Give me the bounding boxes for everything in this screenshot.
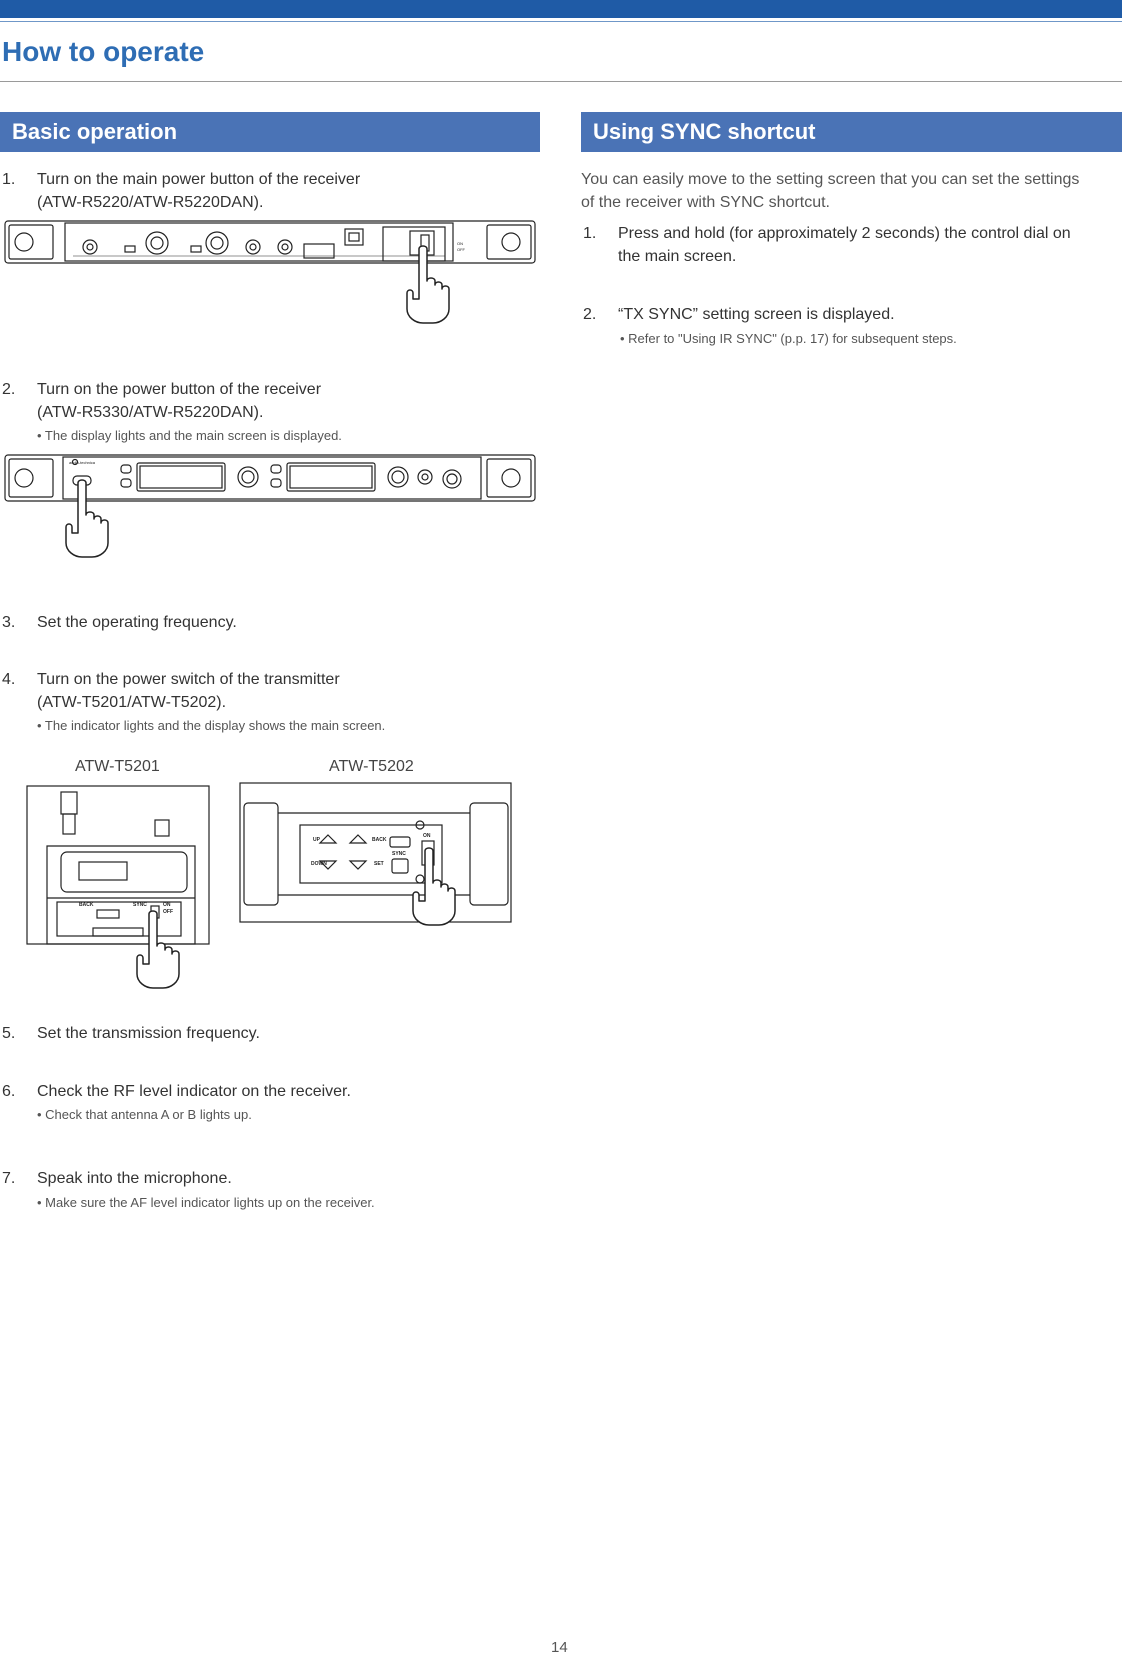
step-7-note: • Make sure the AF level indicator lights up on the receiver. [37, 1195, 375, 1210]
transmitter-t5201-figure [27, 786, 211, 986]
svg-text:UP: UP [313, 837, 320, 843]
svg-text:ON: ON [457, 241, 463, 246]
step-text: Press and hold (for approximately 2 seconds) the control dial on [618, 225, 1071, 242]
svg-text:SET: SET [374, 861, 384, 867]
step-text: Turn on the power switch of the transmitter [37, 671, 340, 688]
step-number: 6. [2, 1083, 16, 1100]
step-number: 1. [583, 225, 597, 242]
step-text: Set the operating frequency. [37, 614, 237, 631]
step-text: Set the transmission frequency. [37, 1025, 260, 1042]
step-text: Turn on the main power button of the receiver [37, 171, 361, 188]
step-6-note: • Check that antenna A or B lights up. [37, 1107, 252, 1122]
sync-step-2-note: • Refer to "Using IR SYNC" (p.p. 17) for subsequent steps. [620, 331, 957, 346]
svg-text:OFF: OFF [457, 247, 465, 252]
step-text-cont: (ATW-R5330/ATW-R5220DAN). [37, 404, 264, 421]
step-number: 1. [2, 171, 16, 188]
step-text-cont: the main screen. [618, 248, 737, 265]
step-number: 2. [2, 381, 16, 398]
transmitter-t5202-figure [240, 783, 512, 933]
step-2-note: • The display lights and the main screen is displayed. [37, 428, 342, 443]
step-text: Check the RF level indicator on the receiver. [37, 1083, 351, 1100]
svg-text:ON: ON [163, 902, 171, 908]
svg-text:SYNC: SYNC [133, 902, 147, 908]
svg-text:ON: ON [423, 833, 431, 839]
step-number: 5. [2, 1025, 16, 1042]
step-number: 3. [2, 614, 16, 631]
sync-intro-line1: You can easily move to the setting screen that you can set the settings [581, 171, 1080, 188]
svg-text:OFF: OFF [163, 909, 173, 915]
svg-text:BACK: BACK [79, 902, 94, 908]
step-text: Speak into the microphone. [37, 1170, 232, 1187]
title-rule [0, 81, 1122, 82]
figure-label-t5201: ATW-T5201 [75, 758, 160, 775]
step-text-cont: (ATW-T5201/ATW-T5202). [37, 694, 227, 711]
svg-text:BACK: BACK [372, 837, 387, 843]
top-rule [0, 21, 1122, 22]
top-color-bar [0, 0, 1122, 18]
step-number: 4. [2, 671, 16, 688]
section-heading-basic-operation: Basic operation [0, 112, 540, 152]
step-text: “TX SYNC” setting screen is displayed. [618, 306, 895, 323]
page-number: 14 [551, 1639, 568, 1656]
sync-intro-line2: of the receiver with SYNC shortcut. [581, 194, 830, 211]
figure-label-t5202: ATW-T5202 [329, 758, 414, 775]
step-4-note: • The indicator lights and the display shows the main screen. [37, 718, 386, 733]
svg-text:DOWN: DOWN [311, 861, 327, 867]
receiver-rear-panel-figure [5, 219, 535, 319]
receiver-front-panel-figure [5, 453, 535, 553]
page-title: How to operate [2, 36, 205, 67]
section-heading-sync-shortcut: Using SYNC shortcut [581, 112, 1122, 152]
step-text: Turn on the power button of the receiver [37, 381, 322, 398]
step-text-cont: (ATW-R5220/ATW-R5220DAN). [37, 194, 264, 211]
svg-text:SYNC: SYNC [392, 851, 406, 857]
step-number: 2. [583, 306, 597, 323]
step-number: 7. [2, 1170, 16, 1187]
svg-text:audio-technica: audio-technica [69, 460, 96, 465]
